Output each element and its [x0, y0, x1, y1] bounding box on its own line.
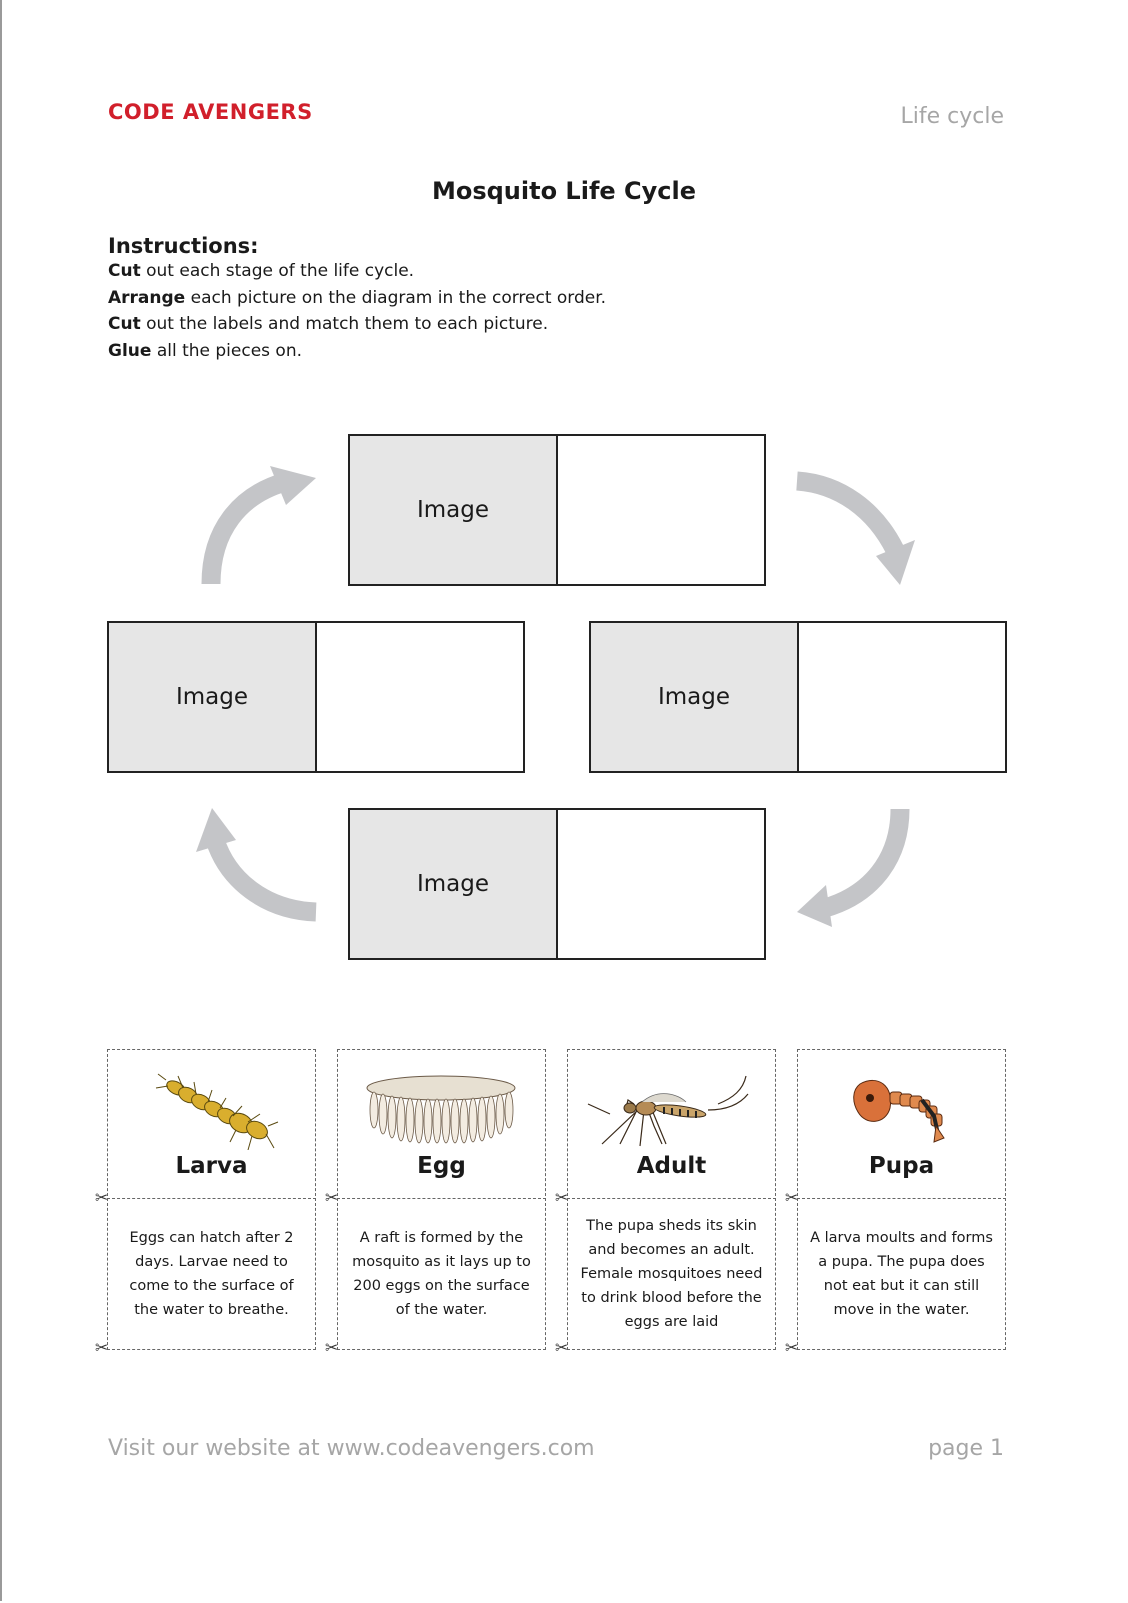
page-title: Mosquito Life Cycle	[431, 177, 697, 205]
instruction-verb: Glue	[108, 340, 152, 361]
arrow-top-left	[211, 482, 285, 584]
image-placeholder: Image	[109, 623, 317, 771]
instruction-text: out each stage of the life cycle.	[140, 261, 415, 281]
footer-website: Visit our website at www.codeavengers.com	[108, 1436, 595, 1461]
scissors-icon: ✂	[555, 1188, 569, 1207]
scissors-icon: ✂	[325, 1188, 339, 1207]
arrow-bottom-left	[215, 840, 316, 912]
arrow-top-right	[797, 481, 895, 550]
card-description: A raft is formed by the mosquito as it lays up to 200 eggs on the surface of the water.	[352, 1230, 531, 1318]
card-description: A larva moults and forms a pupa. The pupa does not eat but it can still move in the water.	[810, 1230, 993, 1318]
instruction-verb: Arrange	[108, 287, 186, 308]
label-slot	[799, 623, 1005, 771]
scissors-icon: ✂	[555, 1338, 569, 1357]
image-placeholder: Image	[591, 623, 799, 771]
cutout-card-egg	[337, 1049, 546, 1350]
instruction-text: all the pieces on.	[151, 340, 303, 361]
mosquito-icon	[568, 1064, 775, 1150]
card-description: Eggs can hatch after 2 days. Larvae need to come to the surface of the water to breathe.	[129, 1230, 294, 1318]
instruction-text: out the labels and match them to each picture.	[140, 314, 549, 334]
cutout-card-adult	[567, 1049, 776, 1350]
scissors-icon: ✂	[95, 1338, 109, 1357]
stage-box-left	[107, 621, 525, 773]
page-number: page 1	[928, 1436, 1004, 1461]
label-slot	[317, 623, 523, 771]
arrowhead-bottom-left	[196, 808, 236, 852]
card-name: Pupa	[868, 1153, 935, 1179]
instruction-verb: Cut	[108, 314, 141, 334]
cut-line	[107, 1198, 316, 1199]
larva-icon	[108, 1064, 315, 1150]
card-name: Adult	[636, 1153, 707, 1179]
label-slot	[558, 436, 764, 584]
egg-raft-icon	[338, 1064, 545, 1150]
arrowhead-bottom-right	[797, 885, 832, 927]
stage-box-top	[348, 434, 766, 586]
topic-label: Life cycle	[900, 104, 1004, 129]
card-description: The pupa sheds its skin and becomes an adult. Female mosquitoes need to drink blood before the eggs are laid	[580, 1218, 763, 1330]
cutout-card-larva	[107, 1049, 316, 1350]
pupa-icon	[798, 1064, 1005, 1150]
stage-box-right	[589, 621, 1007, 773]
instruction-verb: Cut	[108, 261, 141, 281]
arrow-bottom-right	[825, 809, 900, 908]
brand-logo: CODE AVENGERS	[108, 100, 313, 124]
stage-box-bottom	[348, 808, 766, 960]
image-placeholder: Image	[350, 810, 558, 958]
cut-line	[337, 1198, 546, 1199]
scissors-icon: ✂	[95, 1188, 109, 1207]
card-name: Egg	[417, 1153, 466, 1179]
cut-line	[797, 1198, 1006, 1199]
instruction-text: each picture on the diagram in the correct order.	[185, 287, 607, 308]
cut-line	[567, 1198, 776, 1199]
scissors-icon: ✂	[325, 1338, 339, 1357]
image-placeholder: Image	[350, 436, 558, 584]
card-name: Larva	[175, 1153, 248, 1179]
cutout-card-pupa	[797, 1049, 1006, 1350]
label-slot	[558, 810, 764, 958]
instructions-heading: Instructions:	[108, 234, 259, 258]
scissors-icon: ✂	[785, 1188, 799, 1207]
scissors-icon: ✂	[785, 1338, 799, 1357]
